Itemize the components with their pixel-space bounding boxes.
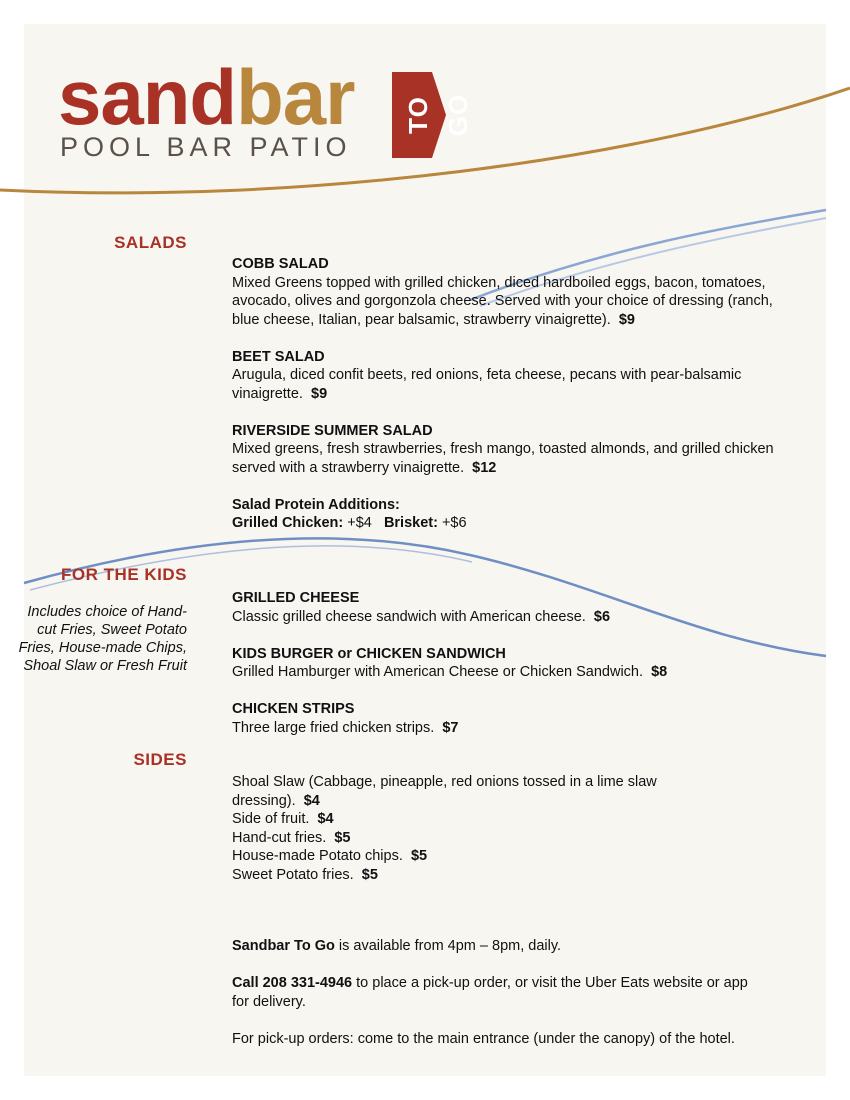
salads-heading: SALADS bbox=[114, 233, 187, 252]
menu-item bbox=[232, 348, 802, 404]
item-price: $12 bbox=[472, 459, 497, 476]
menu-item bbox=[232, 645, 802, 682]
logo-word-sand: sand bbox=[58, 53, 237, 141]
item-name: RIVERSIDE SUMMER SALAD bbox=[232, 422, 433, 439]
item-price: $7 bbox=[442, 719, 459, 736]
sides-heading: SIDES bbox=[133, 750, 187, 769]
availability-text: Sandbar To Go is available from 4pm – 8pm, daily. bbox=[232, 938, 562, 954]
additions-title: Salad Protein Additions: bbox=[232, 496, 400, 513]
additions-prices: Grilled Chicken: +$4 Brisket: +$6 bbox=[232, 515, 467, 531]
logo-word-bar: bar bbox=[236, 53, 355, 141]
to-go-badge-text: TO GO bbox=[403, 93, 473, 137]
item-price: $5 bbox=[410, 848, 428, 864]
item-description: Mixed greens, fresh strawberries, fresh mango, toasted almonds, and grilled chicken served with a strawberry vinaigrette. $12 bbox=[232, 441, 774, 476]
logo-wordmark bbox=[58, 53, 355, 141]
kids-note: Includes choice of Hand-cut Fries, Sweet Potato Fries, House-made Chips, Shoal Slaw or Fresh Fruit bbox=[18, 604, 187, 674]
item-price: $8 bbox=[651, 664, 668, 680]
item-price: $4 bbox=[303, 792, 320, 809]
pickup-text: For pick-up orders: come to the main entrance (under the canopy) of the hotel. bbox=[232, 1030, 735, 1047]
item-name: CHICKEN STRIPS bbox=[232, 701, 355, 717]
list-item: House-made Potato chips. $5 bbox=[232, 848, 428, 864]
item-price: $9 bbox=[618, 311, 635, 328]
list-item: Shoal Slaw (Cabbage, pineapple, red onions tossed in a lime slaw dressing). $4 bbox=[232, 774, 657, 809]
item-name: COBB SALAD bbox=[232, 256, 329, 272]
call-text: Call 208 331-4946 to place a pick-up order, or visit the Uber Eats website or app for delivery. bbox=[232, 975, 748, 1010]
sides-list bbox=[232, 773, 662, 884]
salads-list bbox=[232, 255, 802, 533]
item-description: Three large fried chicken strips. $7 bbox=[232, 719, 459, 736]
item-price: $9 bbox=[311, 385, 328, 402]
item-price: $5 bbox=[334, 829, 351, 846]
item-description: Grilled Hamburger with American Cheese or Chicken Sandwich. $8 bbox=[232, 664, 668, 680]
menu-item bbox=[232, 700, 802, 737]
menu-item bbox=[232, 255, 802, 329]
list-item: Sweet Potato fries. $5 bbox=[232, 866, 378, 883]
ordering-info bbox=[232, 937, 752, 1048]
protein-additions bbox=[232, 496, 802, 533]
item-name: KIDS BURGER or CHICKEN SANDWICH bbox=[232, 645, 506, 662]
item-name: GRILLED CHEESE bbox=[232, 590, 360, 606]
item-description: Mixed Greens topped with grilled chicken, diced hardboiled eggs, bacon, tomatoes, avocado, olives and gorgonzola cheese. Served with your choice of dressing (ranch, blue cheese, Italian, pear balsamic, strawberry vinaigrette). $9 bbox=[232, 274, 773, 328]
item-description: Arugula, diced confit beets, red onions, feta cheese, pecans with pear-balsamic vinaigrette. $9 bbox=[232, 367, 742, 402]
item-price: $5 bbox=[361, 866, 378, 883]
list-item: Hand-cut fries. $5 bbox=[232, 829, 351, 846]
item-price: $4 bbox=[317, 811, 334, 827]
kids-heading: FOR THE KIDS bbox=[61, 565, 187, 584]
menu-item bbox=[232, 422, 802, 478]
item-name: BEET SALAD bbox=[232, 348, 325, 365]
item-price: $6 bbox=[593, 608, 611, 625]
menu-item bbox=[232, 589, 802, 626]
list-item: Side of fruit. $4 bbox=[232, 811, 334, 827]
logo-subtitle: POOL BAR PATIO bbox=[60, 132, 352, 162]
item-description: Classic grilled cheese sandwich with American cheese. $6 bbox=[232, 608, 611, 625]
kids-list bbox=[232, 589, 802, 737]
